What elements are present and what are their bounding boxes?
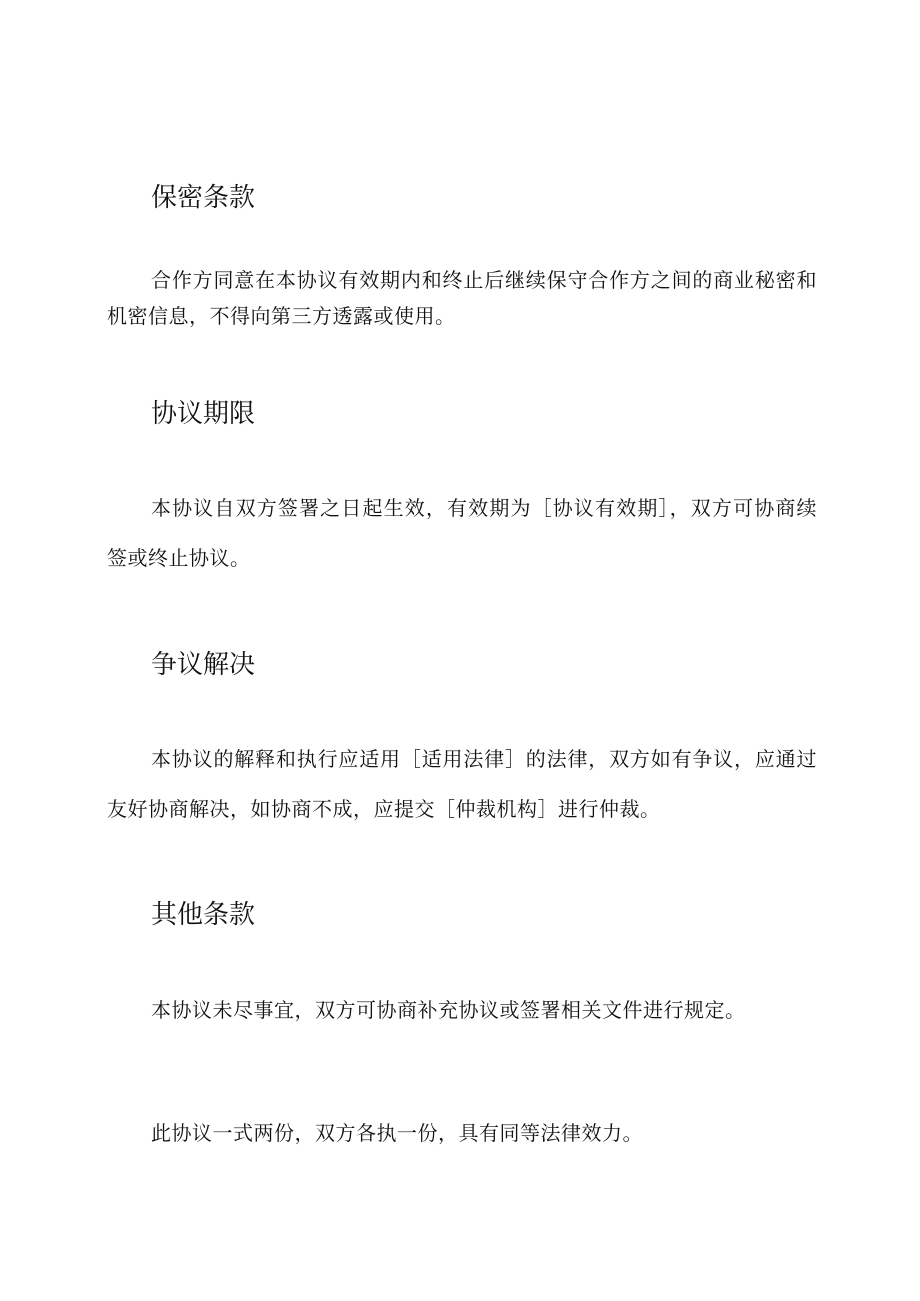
section-paragraph-dispute: 本协议的解释和执行应适用［适用法律］的法律，双方如有争议，应通过友好协商解决，如协商不成，应提交［仲裁机构］进行仲裁。 [107, 747, 817, 821]
section-paragraph-other-2: 此协议一式两份，双方各执一份，具有同等法律效力。 [151, 1121, 643, 1145]
section-paragraph-term: 本协议自双方签署之日起生效，有效期为［协议有效期］，双方可协商续签或终止协议。 [107, 496, 817, 570]
section-paragraph-confidentiality: 合作方同意在本协议有效期内和终止后继续保守合作方之间的商业秘密和机密信息，不得向第三方透露或使用。 [107, 268, 817, 328]
section-paragraph-other-1: 本协议未尽事宜，双方可协商补充协议或签署相关文件进行规定。 [151, 998, 746, 1022]
section-heading-confidentiality: 保密条款 [151, 183, 256, 213]
section-heading-term: 协议期限 [151, 399, 256, 429]
section-heading-other: 其他条款 [151, 900, 256, 930]
section-heading-dispute: 争议解决 [151, 650, 256, 680]
